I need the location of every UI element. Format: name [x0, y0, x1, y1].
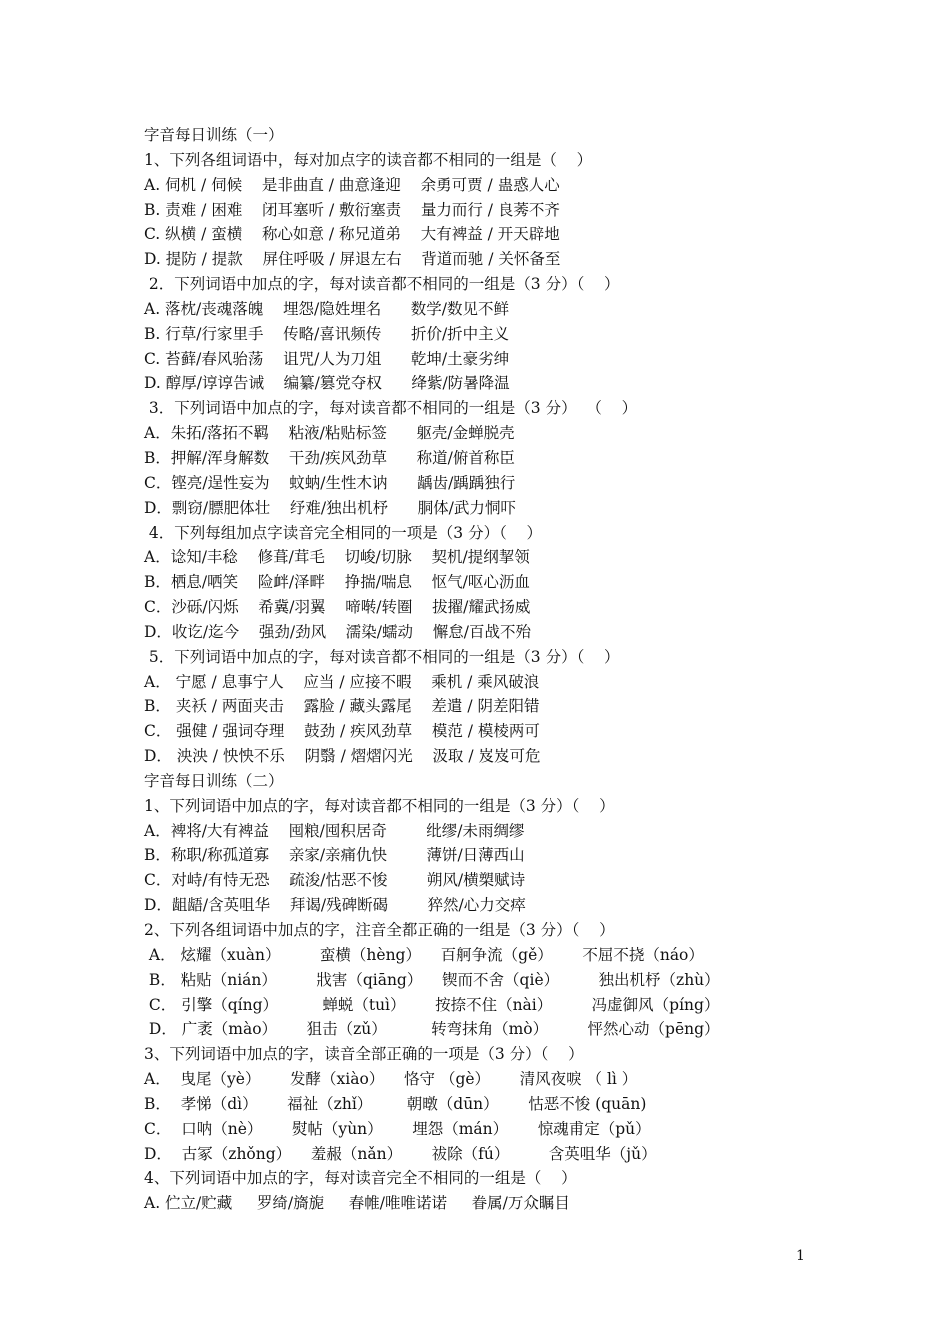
- text-line: C．沙砾/闪烁 希冀/羽翼 啼啭/转圈 拔擢/耀武扬威: [144, 598, 531, 617]
- text-line: D． 泱泱 / 怏怏不乐 阴翳 / 熠熠闪光 汲取 / 岌岌可危: [144, 747, 541, 766]
- text-line: 2．下列词语中加点的字，每对读音都不相同的一组是（3 分）（ ）: [144, 275, 620, 294]
- text-line: C． 引擎（qíng） 蝉蜕（tuì） 按捺不住（nài） 冯虚御风（píng）: [144, 995, 720, 1014]
- text-line: B. 责难 / 困难 闭耳塞听 / 敷衍塞责 量力而行 / 良莠不齐: [144, 200, 560, 219]
- text-line: A．裨将/大有裨益 囤粮/囤积居奇 纰缪/未雨绸缪: [144, 821, 525, 840]
- text-line: D． 古冢（zhǒng） 羞赧（nǎn） 祓除（fú） 含英咀华（jǔ）: [144, 1144, 657, 1163]
- text-line: 字音每日训练（二）: [144, 771, 284, 790]
- text-line: B．称职/称孤道寡 亲家/亲痛仇快 薄饼/日薄西山: [144, 846, 525, 865]
- text-line: D. 提防 / 提款 屏住呼吸 / 屏退左右 背道而驰 / 关怀备至: [144, 250, 561, 269]
- text-line: 4、下列词语中加点的字，每对读音完全不相同的一组是（ ）: [144, 1169, 577, 1188]
- document-body: [144, 123, 884, 1216]
- text-line: D. 醇厚/谆谆告诫 编纂/篡党夺权 绛紫/防暑降温: [144, 374, 510, 393]
- text-line: 3、下列词语中加点的字，读音全部正确的一项是（3 分）（ ）: [144, 1045, 584, 1064]
- text-line: A．谂知/丰稔 修葺/茸毛 切峻/切脉 契机/提纲挈领: [144, 548, 530, 567]
- text-line: A． 曳尾（yè） 发酵（xiào） 恪守 （gè） 清风夜唳 （ lì ）: [144, 1070, 638, 1089]
- text-line: A. 伺机 / 伺候 是非曲直 / 曲意逢迎 余勇可贾 / 蛊惑人心: [144, 175, 560, 194]
- text-line: A. 落枕/丧魂落魄 埋怨/隐姓埋名 数学/数见不鲜: [144, 299, 509, 318]
- text-line: A． 宁愿 / 息事宁人 应当 / 应接不暇 乘机 / 乘风破浪: [144, 672, 540, 691]
- text-line: C．对峙/有恃无恐 疏浚/怙恶不悛 朔风/横槊赋诗: [144, 871, 526, 890]
- text-line: A．朱拓/落拓不羁 粘液/粘贴标签 躯壳/金蝉脱壳: [144, 424, 515, 443]
- text-line: B． 孝悌（dì） 福祉（zhǐ） 朝暾（dūn） 怙恶不悛 (quān): [144, 1094, 647, 1113]
- text-line: 3．下列词语中加点的字，每对读音都不相同的一组是（3 分） （ ）: [144, 399, 638, 418]
- text-line: A. 伫立/贮藏 罗绮/旖旎 春帷/唯唯诺诺 眷属/万众瞩目: [144, 1194, 570, 1213]
- text-line: C． 口呐（nè） 熨帖（yùn） 埋怨（mán） 惊魂甫定（pǔ）: [144, 1119, 651, 1138]
- text-line: B． 粘贴（nián） 戕害（qiāng） 锲而不舍（qiè） 独出机杼（zhù）: [144, 970, 720, 989]
- text-line: 5．下列词语中加点的字，每对读音都不相同的一组是（3 分）（ ）: [144, 647, 620, 666]
- text-line: B．押解/浑身解数 干劲/疾风劲草 称道/俯首称臣: [144, 448, 515, 467]
- text-line: C． 强健 / 强词夺理 鼓劲 / 疾风劲草 模范 / 模棱两可: [144, 722, 540, 741]
- page-number: 1: [796, 1248, 805, 1264]
- text-line: 2、下列各组词语中加点的字，注音全都正确的一组是（3 分）（ ）: [144, 921, 615, 939]
- text-line: B．栖息/哂笑 险衅/泽畔 挣揣/喘息 怄气/呕心沥血: [144, 573, 530, 592]
- text-line: 字音每日训练（一）: [144, 126, 284, 144]
- text-line: D． 广袤（mào） 狙击（zǔ） 转弯抹角（mò） 怦然心动（pēng）: [144, 1020, 720, 1039]
- text-line: D．收讫/迄今 强劲/劲风 濡染/蠕动 懈怠/百战不殆: [144, 622, 531, 641]
- text-line: C．铿亮/逞性妄为 蚊蚋/生性木讷 龋齿/踽踽独行: [144, 473, 516, 492]
- text-line: D．剽窃/膘肥体壮 纾难/独出机杼 胴体/武力恫吓: [144, 498, 516, 517]
- text-line: 4．下列每组加点字读音完全相同的一项是（3 分）（ ）: [144, 523, 543, 542]
- text-line: B． 夹袄 / 两面夹击 露脸 / 藏头露尾 差遣 / 阴差阳错: [144, 697, 540, 716]
- text-line: 1、下列各组词语中，每对加点字的读音都不相同的一组是（ ）: [144, 150, 593, 169]
- text-line: D．龃龉/含英咀华 拜谒/残碑断碣 猝然/心力交瘁: [144, 896, 526, 915]
- text-line: C. 苔藓/春风骀荡 诅咒/人为刀俎 乾坤/土豪劣绅: [144, 349, 510, 368]
- text-line: 1、下列词语中加点的字，每对读音都不相同的一组是（3 分）（ ）: [144, 796, 615, 815]
- text-line: C. 纵横 / 蛮横 称心如意 / 称兄道弟 大有裨益 / 开天辟地: [144, 225, 560, 244]
- text-line: A． 炫耀（xuàn） 蛮横（hèng） 百舸争流（gě） 不屈不挠（náo）: [144, 945, 704, 964]
- text-line: B. 行草/行家里手 传略/喜讯频传 折价/折中主义: [144, 324, 510, 343]
